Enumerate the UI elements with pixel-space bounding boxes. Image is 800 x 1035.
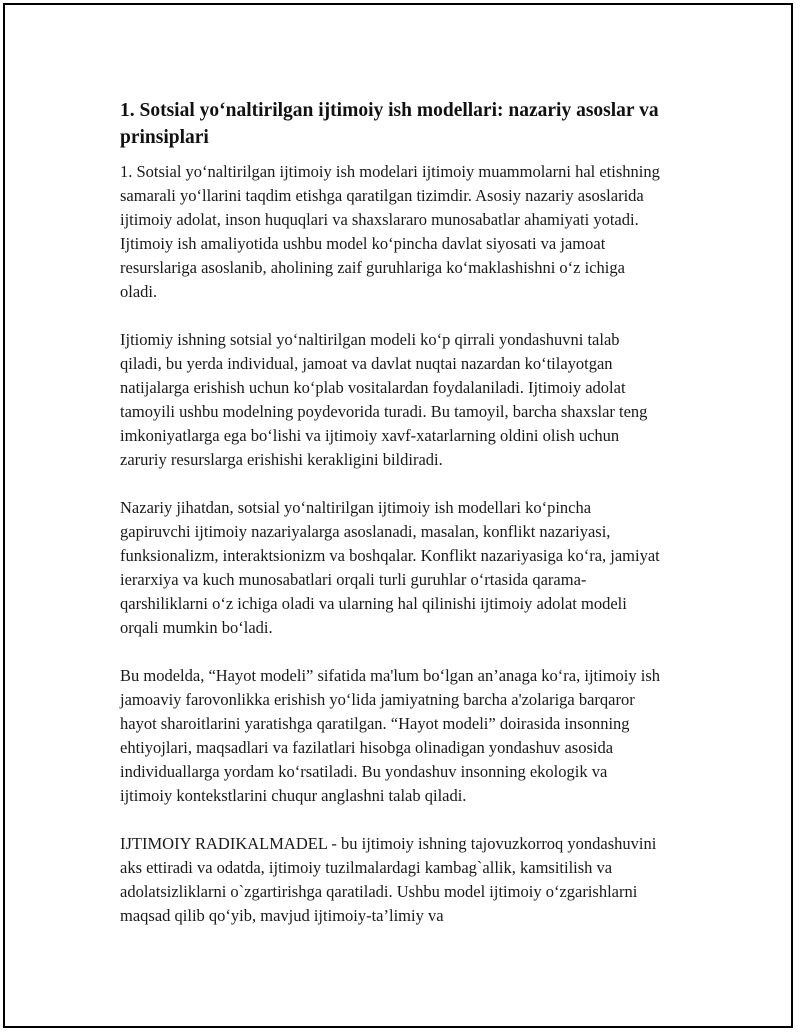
paragraph-3: Nazariy jihatdan, sotsial yo‘naltirilgan ijtimoiy ish modellari ko‘pincha gapiruvchi ijtimoiy nazariyalarga asoslanadi, masalan, konflikt nazariyasi, funksionalizm, interaktsionizm va boshqalar. Konflikt nazariyasiga ko‘ra, jamiyat ierarxiya va kuch munosabatlari orqali turli guruhlar o‘rtasida qarama-qarshiliklarni o‘z ichiga oladi va ularning hal qilinishi ijtimoiy adolat modeli orqali mumkin bo‘ladi. xyxy=(120,498,660,637)
document-page xyxy=(3,3,793,1028)
paragraph-5: IJTIMOIY RADIKALMADEL - bu ijtimoiy ishning tajovuzkorroq yondashuvini aks ettiradi va odatda, ijtimoiy tuzilmalardagi kambag`allik, kamsitilish va adolatsizliklarni o`zgartirishga qaratiladi. Ushbu model ijtimoiy o‘zgarishlarni maqsad qilib qo‘yib, mavjud ijtimoiy-ta’limiy va xyxy=(120,834,657,925)
document-body xyxy=(120,97,660,952)
paragraph-4: Bu modelda, “Hayot modeli” sifatida ma'lum bo‘lgan an’anaga ko‘ra, ijtimoiy ish jamoaviy farovonlikka erishish yo‘lida jamiyatning barcha a'zolariga barqaror hayot sharoitlarini yaratishga qaratilgan. “Hayot modeli” doirasida insonning ehtiyojlari, maqsadlari va fazilatlari hisobga olinadigan yondashuv asosida individuallarga yordam ko‘rsatiladi. Bu yondashuv insonning ekologik va ijtimoiy kontekstlarini chuqur anglashni talab qiladi. xyxy=(120,666,660,805)
paragraph-2: Ijtiomiy ishning sotsial yo‘naltirilgan modeli ko‘p qirrali yondashuvni talab qiladi, bu yerda individual, jamoat va davlat nuqtai nazardan ko‘tilayotgan natijalarga erishish uchun ko‘plab vositalardan foydalaniladi. Ijtimoiy adolat tamoyili ushbu modelning poydevorida turadi. Bu tamoyil, barcha shaxslar teng imkoniyatlarga ega bo‘lishi va ijtimoiy xavf-xatarlarning oldini olish uchun zaruriy resurslarga erishishi kerakligini bildiradi. xyxy=(120,330,648,469)
paragraph-1: 1. Sotsial yo‘naltirilgan ijtimoiy ish modelari ijtimoiy muammolarni hal etishning samarali yo‘llarini taqdim etishga qaratilgan tizimdir. Asosiy nazariy asoslarida ijtimoiy adolat, inson huquqlari va shaxslararo munosabatlar ahamiyati yotadi. Ijtimoiy ish amaliyotida ushbu model ko‘pincha davlat siyosati va jamoat resurslariga asoslanib, aholining zaif guruhlariga ko‘maklashishni o‘z ichiga oladi. xyxy=(120,162,660,301)
section-heading: 1. Sotsial yo‘naltirilgan ijtimoiy ish modellari: nazariy asoslar va prinsiplari xyxy=(120,100,659,148)
